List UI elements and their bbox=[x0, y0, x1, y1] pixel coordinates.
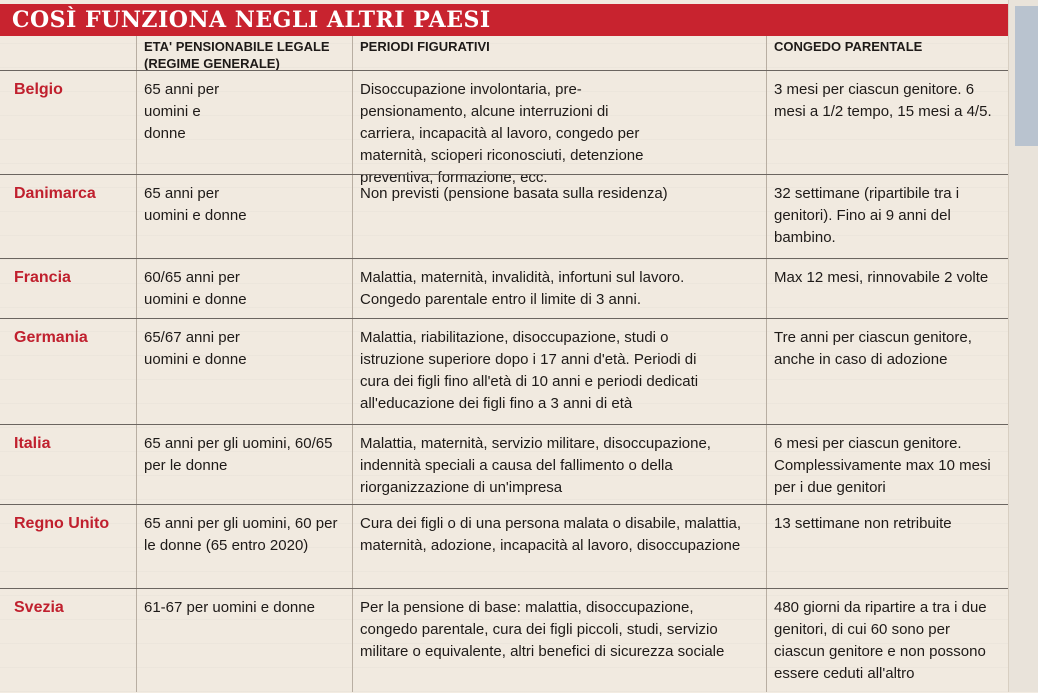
periods-cell: Malattia, maternità, servizio militare, disoccupazione, indennità speciali a causa del fallimento o della riorganizzazione di un'impresa bbox=[360, 435, 711, 496]
periods-cell: Disoccupazione involontaria, pre-pensionamento, alcune interruzioni di carriera, incapacità al lavoro, congedo per maternità, scioperi riconosciuti, detenzione preventiva, formazione, ecc. bbox=[360, 81, 644, 186]
age-cell: 65/67 anni per uomini e donne bbox=[144, 329, 247, 368]
leave-cell: Tre anni per ciascun genitore, anche in caso di adozione bbox=[774, 329, 972, 368]
adjacent-page-edge bbox=[1008, 0, 1038, 692]
country-name: Germania bbox=[14, 329, 88, 346]
table-row bbox=[0, 258, 1008, 319]
leave-cell: 13 settimane non retribuite bbox=[774, 515, 952, 532]
header-periods: PERIODI FIGURATIVI bbox=[360, 39, 490, 54]
age-cell: 65 anni per uomini e donne bbox=[144, 185, 247, 224]
country-name: Belgio bbox=[14, 81, 63, 98]
periods-cell: Malattia, maternità, invalidità, infortuni sul lavoro. Congedo parentale entro il limite di 3 anni. bbox=[360, 269, 685, 308]
age-cell: 61-67 per uomini e donne bbox=[144, 599, 315, 616]
age-cell: 65 anni per gli uomini, 60 per le donne (65 entro 2020) bbox=[144, 515, 338, 554]
table-title-bar bbox=[0, 4, 1008, 36]
leave-cell: 32 settimane (ripartibile tra i genitori). Fino ai 9 anni del bambino. bbox=[774, 185, 960, 246]
periods-cell: Non previsti (pensione basata sulla residenza) bbox=[360, 185, 668, 202]
leave-cell: Max 12 mesi, rinnovabile 2 volte bbox=[774, 269, 989, 286]
periods-cell: Cura dei figli o di una persona malata o disabile, malattia, maternità, adozione, incapacità al lavoro, disoccupazione bbox=[360, 515, 742, 554]
country-name: Regno Unito bbox=[14, 515, 110, 532]
table-row bbox=[0, 70, 1008, 186]
table-row bbox=[0, 174, 1008, 259]
leave-cell: 3 mesi per ciascun genitore. 6 mesi a 1/2 tempo, 15 mesi a 4/5. bbox=[774, 81, 992, 120]
header-age: ETA' PENSIONABILE LEGALE (REGIME GENERALE) bbox=[144, 39, 330, 71]
header-leave: CONGEDO PARENTALE bbox=[774, 39, 923, 54]
table-row bbox=[0, 504, 1008, 589]
country-name: Francia bbox=[14, 269, 71, 286]
leave-cell: 6 mesi per ciascun genitore. Complessivamente max 10 mesi per i due genitori bbox=[774, 435, 991, 496]
age-cell: 65 anni per gli uomini, 60/65 per le donne bbox=[144, 435, 333, 474]
table-row bbox=[0, 588, 1008, 693]
age-cell: 65 anni per uomini e donne bbox=[144, 81, 220, 142]
age-cell: 60/65 anni per uomini e donne bbox=[144, 269, 247, 308]
leave-cell: 480 giorni da ripartire a tra i due genitori, di cui 60 sono per ciascun genitore e non possono essere ceduti all'altro bbox=[774, 599, 987, 682]
country-name: Svezia bbox=[14, 599, 64, 616]
periods-cell: Per la pensione di base: malattia, disoccupazione, congedo parentale, cura dei figli piccoli, studi, servizio militare o equivalente, altri benefici di sicurezza sociale bbox=[360, 599, 725, 660]
country-name: Italia bbox=[14, 435, 51, 452]
country-name: Danimarca bbox=[14, 185, 96, 202]
table-row bbox=[0, 424, 1008, 505]
table-row bbox=[0, 318, 1008, 425]
periods-cell: Malattia, riabilitazione, disoccupazione, studi o istruzione superiore dopo i 17 anni d'età. Periodi di cura dei figli fino all'età di 10 anni e periodi dedicati all'educazione dei figli fino a 3 anni di età bbox=[360, 329, 699, 412]
table-title: COSÌ FUNZIONA NEGLI ALTRI PAESI bbox=[12, 7, 491, 33]
adjacent-photo-fragment bbox=[1015, 6, 1038, 146]
